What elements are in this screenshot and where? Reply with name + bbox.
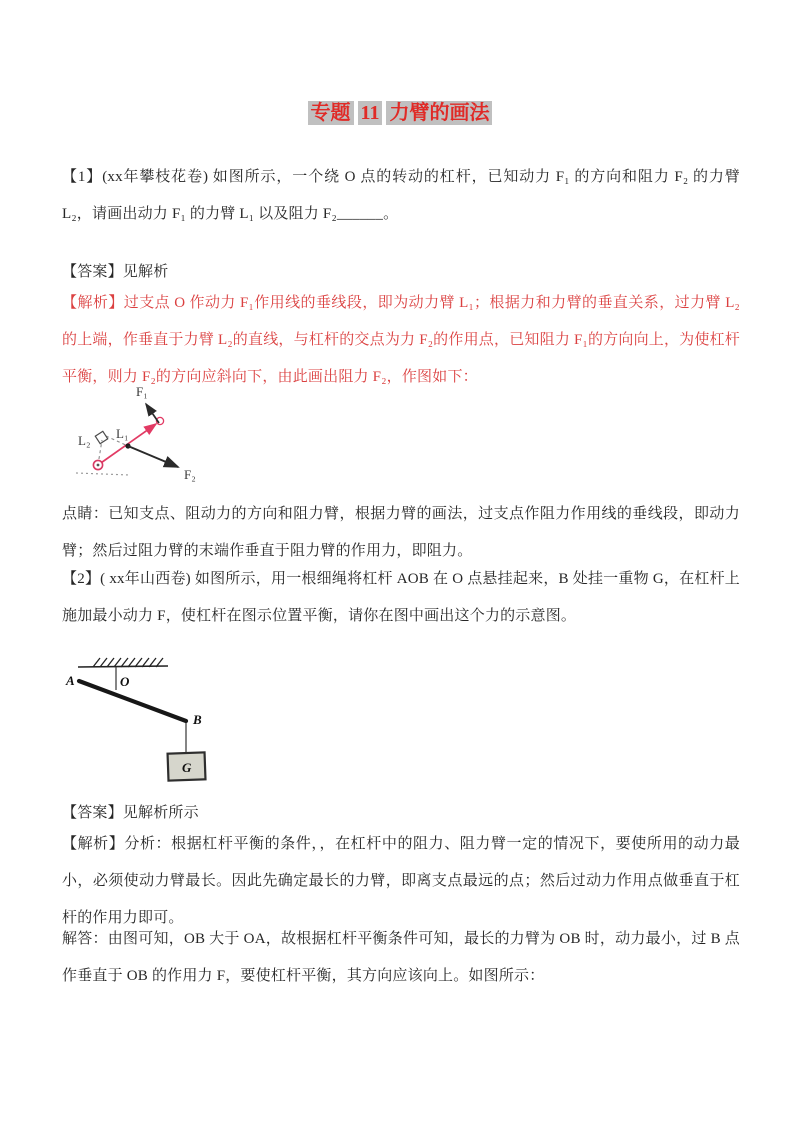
- page-title: [0, 100, 800, 126]
- f2-label: F₂: [184, 467, 196, 482]
- title-segment-2: 11: [358, 101, 383, 125]
- question-1-answer: 【答案】见解析: [62, 264, 169, 280]
- force-f1-arrow: [146, 404, 159, 423]
- title-segment-3: 力臂的画法: [386, 101, 492, 125]
- baseline-dotted-line: [76, 473, 130, 475]
- pivot-center-dot: [97, 464, 100, 467]
- question-1-text: 【1】(xx年攀枝花卷) 如图所示，一个绕 O 点的转动的杠杆，已知动力 F₁ 的方向和阻力 F₂ 的力臂 L₂，请画出动力 F₁ 的力臂 L₁ 以及阻力 F₂______。: [62, 169, 740, 222]
- l1-label: L₁: [116, 426, 129, 441]
- question-2-analysis: 【解析】分析：根据杠杆平衡的条件，，在杠杆中的阻力、阻力臂一定的情况下，要使所用的动力最小，必须使动力臂最长。因此先确定最长的力臂，即离支点最远的点；然后过动力作用点做垂直于杠杆的作用力即可。: [62, 836, 740, 926]
- question-2-solution: 解答：由图可知，OB 大于 OA，故根据杠杆平衡条件可知，最长的力臂为 OB 时，动力最小，过 B 点作垂直于 OB 的作用力 F，要使杠杆平衡，其方向应该向上。如图所示：: [62, 931, 740, 984]
- question-1-analysis: 【解析】过支点 O 作动力 F₁作用线的垂线段，即为动力臂 L₁；根据力和力臂的垂直关系，过力臂 L₂的上端，作垂直于力臂 L₂的直线，与杠杆的交点为力 F₂的作用点，已知阻力 F₁的方向向上，为使杠杆平衡，则力 F₂的方向应斜向下，由此画出阻力 F₂，作图如下：: [62, 295, 740, 385]
- lever-bar: [79, 681, 186, 721]
- point-a-label: A: [66, 673, 75, 688]
- point-o-label: O: [120, 674, 130, 689]
- l2-label: L₂: [78, 433, 91, 448]
- question-1-tip: 点睛：已知支点、阻动力的方向和阻力臂，根据力臂的画法，过支点作阻力作用线的垂线段，即动力臂；然后过阻力臂的末端作垂直于阻力臂的作用力，即阻力。: [62, 506, 740, 559]
- lever-diagram-2: [63, 643, 248, 803]
- f1-label: F₁: [136, 384, 148, 399]
- point-b-label: B: [193, 712, 202, 727]
- title-segment-1: 专题: [308, 101, 354, 125]
- lever-diagram-1: [66, 383, 216, 498]
- question-2-answer: 【答案】见解析所示: [62, 805, 199, 821]
- weight-g-label: G: [182, 760, 192, 775]
- force-f2-arrow: [128, 446, 178, 467]
- question-2-text: 【2】( xx年山西卷) 如图所示，用一根细绳将杠杆 AOB 在 O 点悬挂起来，B 处挂一重物 G，在杠杆上施加最小动力 F，使杠杆在图示位置平衡，请你在图中画出这个力的示意图。: [62, 571, 740, 624]
- ceiling-line: [78, 666, 168, 667]
- right-angle-marker: [95, 431, 107, 443]
